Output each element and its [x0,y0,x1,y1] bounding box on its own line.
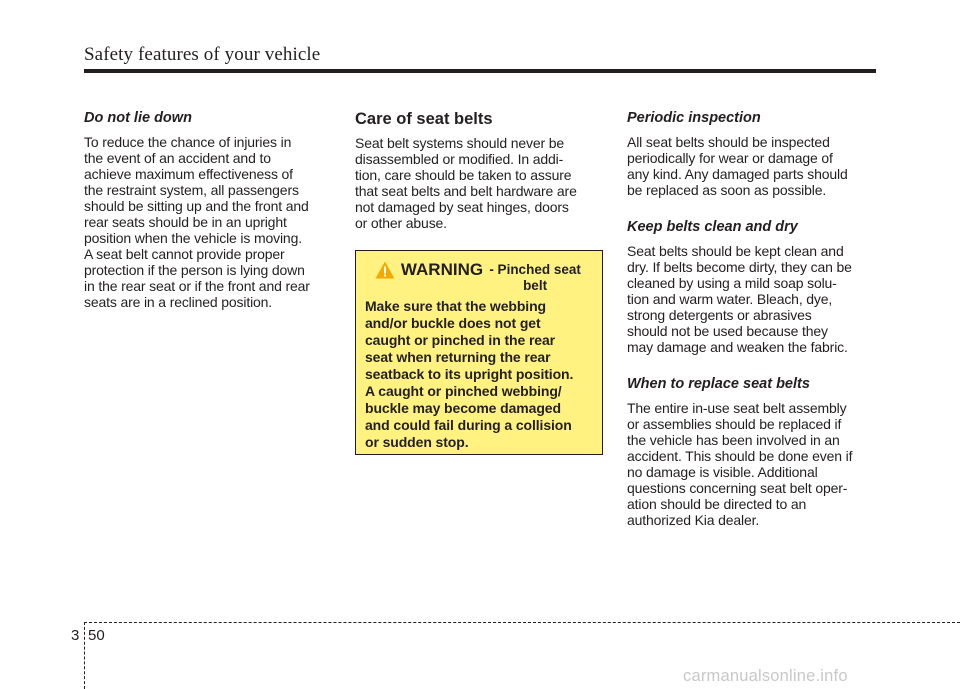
watermark-text: carmanualsonline.info [683,667,848,685]
page-header-title: Safety features of your vehicle [84,44,321,65]
footer-rule [84,622,960,623]
warning-text: Make sure that the webbing and/or buckle does not get caught or pinched in the rear seat when returning the rear seatback to its upright position. A caught or pinched webbing/ buckle may become damaged and could fail during a collision or sudden stop. [365,298,574,450]
paragraph-when-to-replace: The entire in-use seat belt assembly or assemblies should be replaced if the vehicle has been involved in an accident. This should be done even if no damage is visible. Additional questions concerning seat belt oper- ation should be directed to an authorized Kia dealer. [627,400,853,528]
heading-periodic-inspection: Periodic inspection [627,110,761,126]
warning-subtitle: - Pinched seat belt [489,262,581,293]
page-number: 50 [88,627,105,644]
column-right [627,108,878,528]
heading-keep-belts-clean: Keep belts clean and dry [627,219,798,235]
heading-do-not-lie-down: Do not lie down [84,110,192,126]
paragraph-care-of-seat-belts: Seat belt systems should never be disassembled or modified. In addi- tion, care should be taken to assure that seat belts and belt hardware are not damaged by seat hinges, doors or other abuse. [355,135,577,231]
paragraph-periodic-inspection: All seat belts should be inspected periodically for wear or damage of any kind. Any damaged parts should be replaced as soon as possible. [627,134,848,198]
warning-triangle-icon [375,261,395,279]
warning-label: WARNING [400,260,484,279]
warning-header [365,260,593,294]
warning-box [355,250,603,455]
footer-divider [84,622,85,689]
heading-when-to-replace: When to replace seat belts [627,376,810,392]
header-rule [84,69,876,73]
column-middle [355,108,606,231]
heading-care-of-seat-belts: Care of seat belts [355,110,493,128]
paragraph-keep-belts-clean: Seat belts should be kept clean and dry. If belts become dirty, they can be cleaned by using a mild soap solu- tion and warm water. Bleach, dye, strong detergents or abrasives should not be used because they may damage and weaken the fabric. [627,243,852,355]
chapter-number: 3 [71,627,80,644]
paragraph-do-not-lie-down: To reduce the chance of injuries in the event of an accident and to achieve maximum effectiveness of the restraint system, all passengers should be sitting up and the front and rear seats should be in an upright position when the vehicle is moving. A seat belt cannot provide proper protection if the person is lying down in the rear seat or if the front and rear seats are in a reclined position. [84,134,310,310]
column-left [84,108,335,310]
